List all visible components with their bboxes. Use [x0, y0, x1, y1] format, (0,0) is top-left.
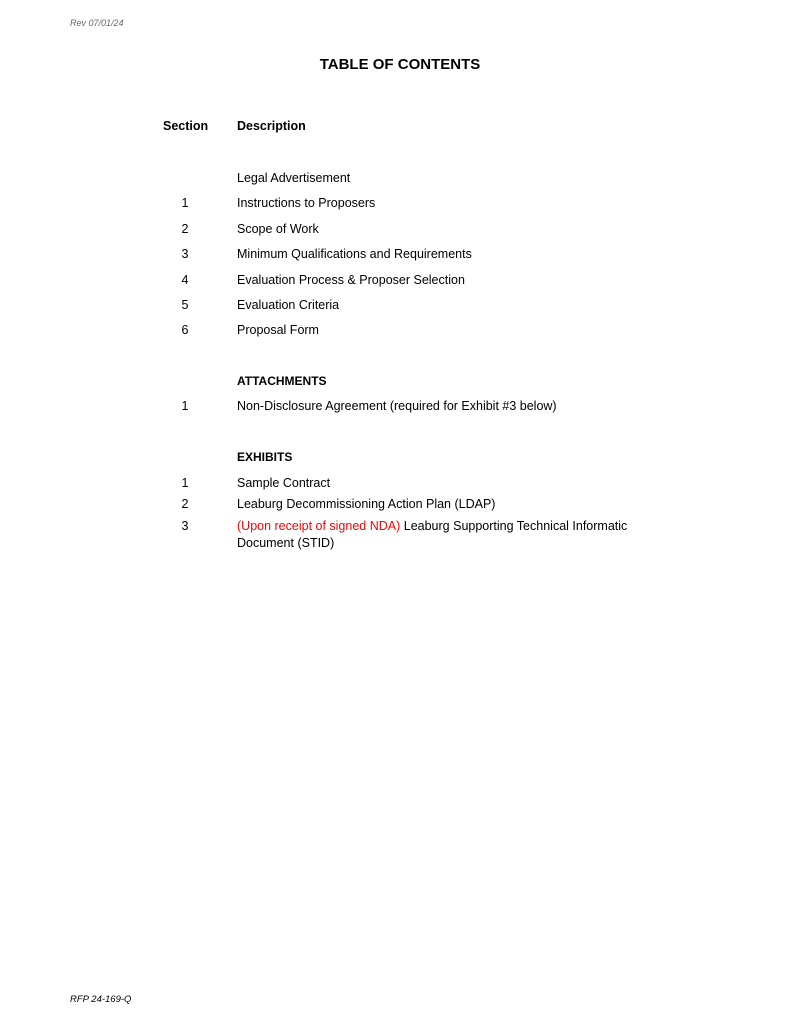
section-label-proposal-form: Proposal Form [237, 323, 319, 337]
exhibit-label-sample-contract: Sample Contract [237, 476, 331, 490]
exhibit-label-ldap: Leaburg Decommissioning Action Plan (LDAP) [237, 497, 496, 511]
exhibit-label-stid [237, 518, 627, 552]
exhibit-stid-text: Leaburg Supporting Technical Informatic [400, 519, 628, 533]
attachment-number-1: 1 [181, 399, 189, 413]
section-number-4: 4 [181, 273, 189, 287]
exhibit-nda-condition: (Upon receipt of signed NDA) [237, 519, 401, 533]
section-label-legal-advertisement: Legal Advertisement [237, 171, 351, 185]
section-number-3: 3 [181, 247, 189, 261]
exhibit-number-3: 3 [181, 519, 189, 533]
section-label-instructions: Instructions to Proposers [237, 196, 376, 210]
column-header-description: Description [237, 119, 306, 133]
footer-rfp-number: RFP 24-169-Q [70, 994, 132, 1005]
revision-label: Rev 07/01/24 [70, 18, 124, 28]
section-number-5: 5 [181, 298, 189, 312]
column-header-section: Section [163, 119, 209, 133]
section-label-qualifications: Minimum Qualifications and Requirements [237, 247, 472, 261]
page-title: TABLE OF CONTENTS [319, 56, 481, 73]
attachments-heading: ATTACHMENTS [237, 374, 327, 388]
exhibit-number-2: 2 [181, 497, 189, 511]
exhibit-number-1: 1 [181, 476, 189, 490]
section-label-scope: Scope of Work [237, 222, 319, 236]
section-number-2: 2 [181, 222, 189, 236]
exhibit-stid-text-line2: Document (STID) [237, 536, 335, 550]
attachment-label-nda: Non-Disclosure Agreement (required for Exhibit #3 below) [237, 399, 557, 413]
exhibits-heading: EXHIBITS [237, 450, 293, 464]
section-label-evaluation-criteria: Evaluation Criteria [237, 298, 340, 312]
section-number-6: 6 [181, 323, 189, 337]
section-label-evaluation-process: Evaluation Process & Proposer Selection [237, 273, 465, 287]
section-number-1: 1 [181, 196, 189, 210]
